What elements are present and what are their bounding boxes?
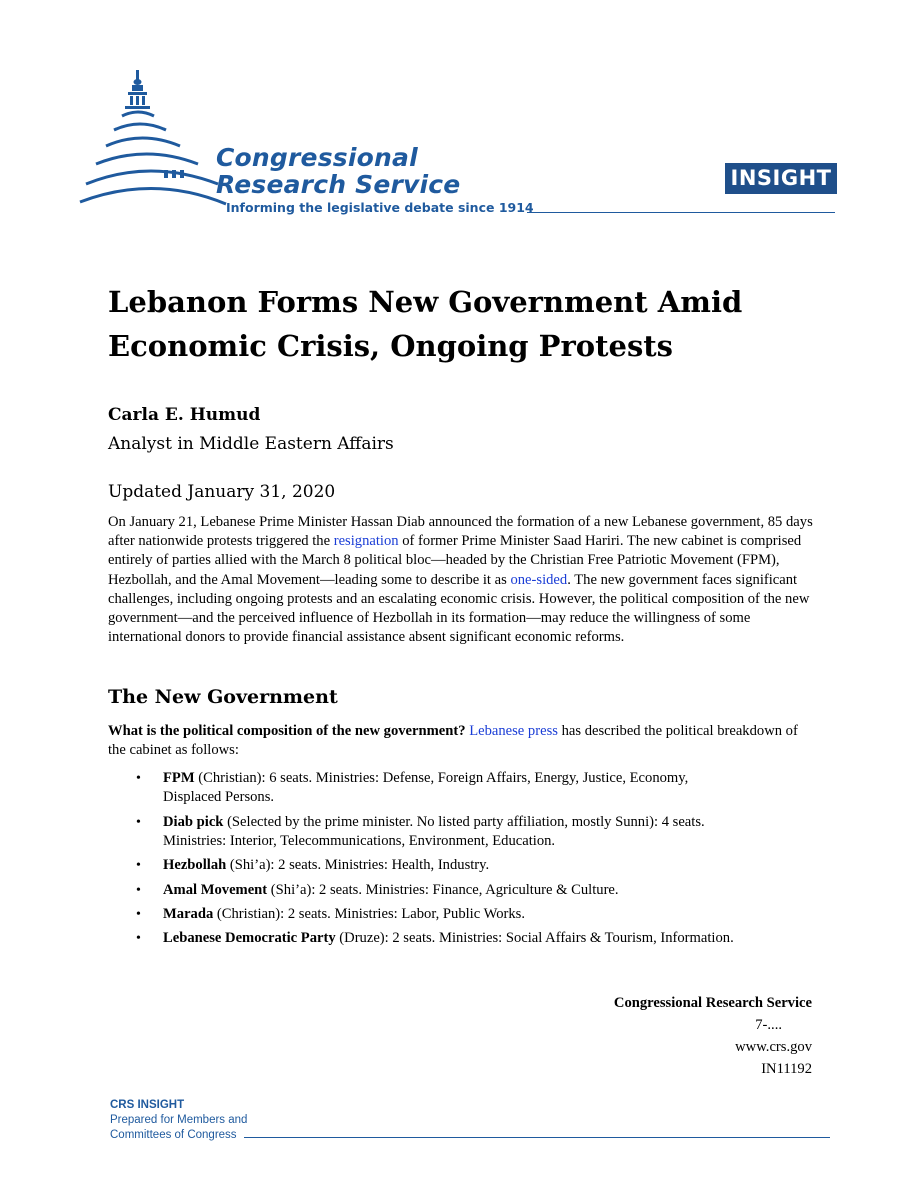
intro-text-3: . The new government faces significant challenges, including ongoing protests and an escalating economic crisis. However, the political composition of the new government—and the perceived influence of Hezbollah in its formation—may reduce the willingness of some international donors to provide financial assistance absent significant economic reforms. [108, 571, 810, 646]
header-divider [527, 212, 835, 213]
list-item [108, 905, 748, 924]
list-item [108, 813, 748, 851]
list-item [108, 769, 748, 807]
party-name: Marada [163, 905, 214, 922]
crs-id: IN11192 [761, 1061, 812, 1077]
bullet-icon: • [136, 882, 141, 898]
footer-divider [244, 1137, 830, 1138]
party-details: (Christian): 2 seats. Ministries: Labor, Public Works. [213, 905, 525, 922]
question-rest: has described the political breakdown of the cabinet as follows: [108, 723, 798, 759]
question-paragraph [108, 722, 814, 760]
list-item [108, 929, 748, 948]
bullet-icon: • [136, 771, 141, 786]
bullet-icon: • [136, 858, 141, 874]
crs-org-name: Congressional Research Service [613, 995, 812, 1011]
party-name: Amal Movement [163, 881, 268, 898]
one-sided-link[interactable]: one-sided [510, 571, 568, 588]
page-title: Lebanon Forms New Government Amid Economic Crisis, Ongoing Protests [108, 285, 743, 363]
list-item [108, 856, 748, 875]
cabinet-list [108, 769, 748, 954]
party-name: Lebanese Democratic Party [163, 930, 336, 947]
intro-text-1: On January 21, Lebanese Prime Minister Hassan Diab announced the formation of a new Lebanese government, 85 days after nationwide protests triggered the [108, 514, 813, 550]
capitol-dome-logo [78, 66, 228, 216]
party-details: (Selected by the prime minister. No listed party affiliation, mostly Sunni): 4 seats. Ministries: Interior, Telecommunications, Environment, Education. [163, 813, 705, 849]
author-name: Carla E. Humud [108, 405, 261, 425]
crs-insight-footer [110, 1098, 247, 1143]
party-details: (Shi’a): 2 seats. Ministries: Finance, Agriculture & Culture. [267, 881, 619, 898]
footer-prepared-2: Committees of Congress [110, 1129, 237, 1141]
lebanese-press-link[interactable]: Lebanese press [469, 723, 558, 739]
crs-url[interactable]: www.crs.gov [735, 1039, 812, 1055]
party-details: (Christian): 6 seats. Ministries: Defense, Foreign Affairs, Energy, Justice, Economy, Displaced Persons. [163, 770, 689, 806]
logo-line-1: Congressional [216, 143, 418, 172]
section-heading: The New Government [108, 686, 338, 708]
footer-prepared-1: Prepared for Members and [110, 1114, 248, 1126]
crs-code: 7-.... [755, 1017, 782, 1033]
intro-paragraph [108, 513, 814, 647]
footer-label: CRS INSIGHT [110, 1099, 185, 1111]
bullet-icon: • [136, 931, 141, 947]
intro-text-2: of former Prime Minister Saad Hariri. The new cabinet is comprised entirely of parties allied with the March 8 political bloc—headed by the Christian Free Patriotic Movement (FPM), Hezbollah, and the Amal Movement—leading some to describe it as [108, 533, 802, 588]
author-role: Analyst in Middle Eastern Affairs [108, 434, 394, 454]
party-details: (Shi’a): 2 seats. Ministries: Health, Industry. [226, 857, 490, 874]
resignation-link[interactable]: resignation [333, 533, 399, 550]
logo-tagline: Informing the legislative debate since 1914 [226, 200, 534, 215]
bullet-icon: • [136, 906, 141, 922]
crs-citation-block [614, 992, 812, 1080]
crs-logo-wordmark [216, 144, 460, 198]
bullet-icon: • [136, 814, 141, 830]
party-details: (Druze): 2 seats. Ministries: Social Affairs & Tourism, Information. [335, 930, 734, 947]
question-bold: What is the political composition of the new government? [108, 723, 466, 739]
party-name: Diab pick [163, 813, 224, 830]
updated-date: Updated January 31, 2020 [108, 482, 336, 502]
insight-badge: INSIGHT [725, 163, 837, 194]
party-name: FPM [163, 770, 195, 786]
party-name: Hezbollah [163, 857, 227, 874]
logo-line-2: Research Service [216, 170, 461, 199]
list-item [108, 881, 748, 900]
